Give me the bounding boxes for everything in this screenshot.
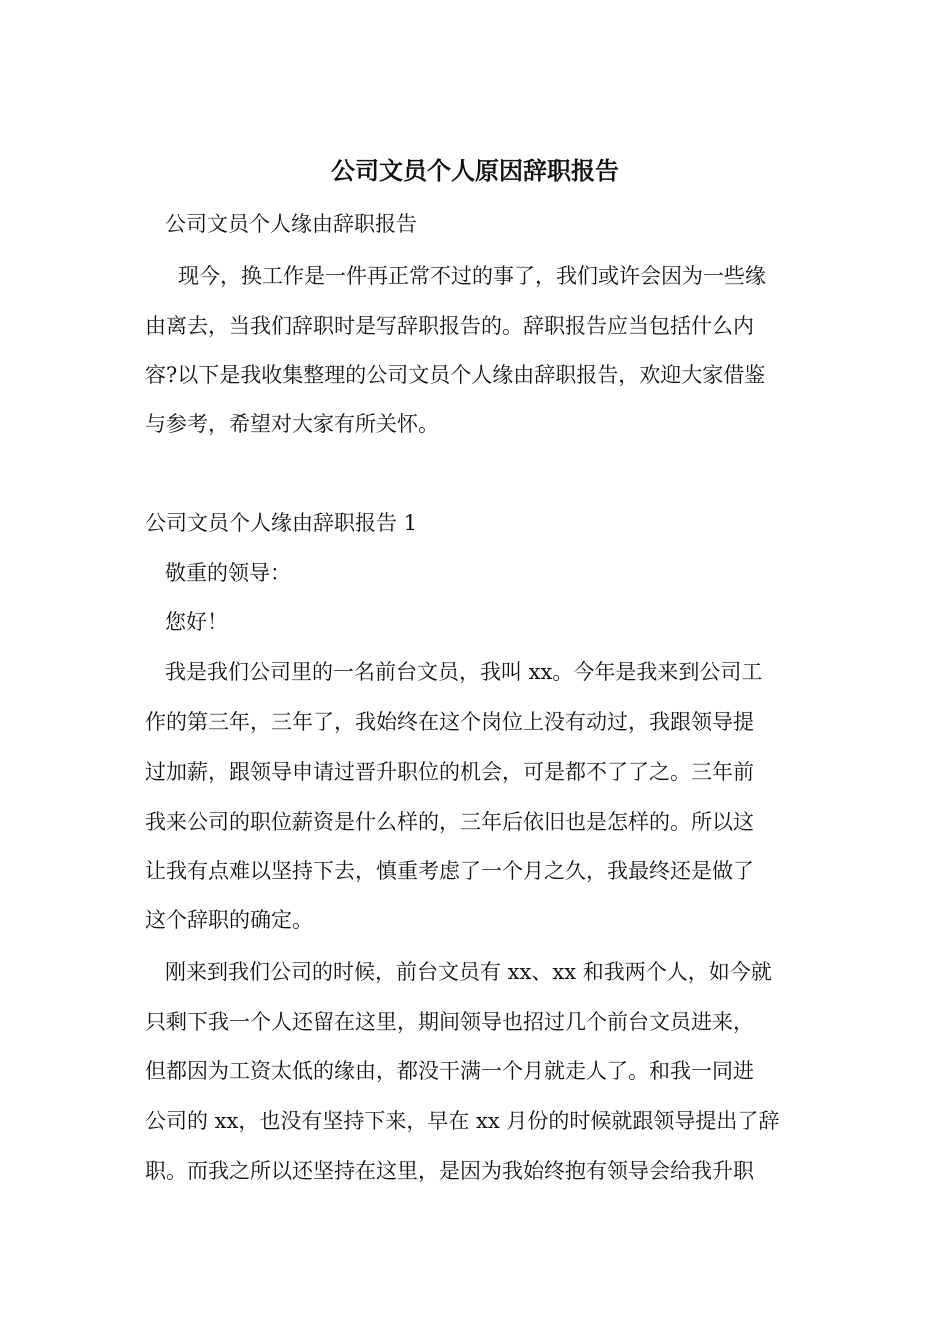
document-title: 公司文员个人原因辞职报告 <box>331 156 619 185</box>
paragraph2-line-1: 刚来到我们公司的时候，前台文员有 xx、xx 和我两个人，如今就 <box>165 960 772 984</box>
paragraph1-line-4: 我来公司的职位薪资是什么样的，三年后依旧也是怎样的。所以这 <box>145 810 754 834</box>
paragraph1-line-5: 让我有点难以坚持下去，慎重考虑了一个月之久，我最终还是做了 <box>145 859 754 883</box>
intro-line-2: 由离去，当我们辞职时是写辞职报告的。辞职报告应当包括什么内 <box>145 314 754 338</box>
document-subtitle: 公司文员个人缘由辞职报告 <box>165 212 417 236</box>
paragraph1-line-2: 作的第三年，三年了，我始终在这个岗位上没有动过，我跟领导提 <box>145 710 754 734</box>
intro-line-4: 与参考，希望对大家有所关怀。 <box>145 412 439 436</box>
paragraph1-line-1: 我是我们公司里的一名前台文员，我叫 xx。今年是我来到公司工 <box>165 660 763 684</box>
paragraph1-line-3: 过加薪，跟领导申请过晋升职位的机会，可是都不了了之。三年前 <box>145 760 754 784</box>
paragraph2-line-4: 公司的 xx，也没有坚持下来，早在 xx 月份的时候就跟领导提出了辞 <box>145 1109 780 1133</box>
paragraph2-line-3: 但都因为工资太低的缘由，都没干满一个月就走人了。和我一同进 <box>145 1059 754 1083</box>
paragraph1-line-6: 这个辞职的确定。 <box>145 908 313 932</box>
intro-line-1: 现今，换工作是一件再正常不过的事了，我们或许会因为一些缘 <box>178 264 766 288</box>
greeting: 您好！ <box>165 610 228 634</box>
paragraph2-line-5: 职。而我之所以还坚持在这里，是因为我始终抱有领导会给我升职 <box>145 1159 754 1183</box>
salutation: 敬重的领导： <box>165 561 291 585</box>
paragraph2-line-2: 只剩下我一个人还留在这里，期间领导也招过几个前台文员进来， <box>145 1010 754 1034</box>
section-heading: 公司文员个人缘由辞职报告 1 <box>145 511 418 535</box>
intro-line-3: 容?以下是我收集整理的公司文员个人缘由辞职报告，欢迎大家借鉴 <box>145 363 766 387</box>
